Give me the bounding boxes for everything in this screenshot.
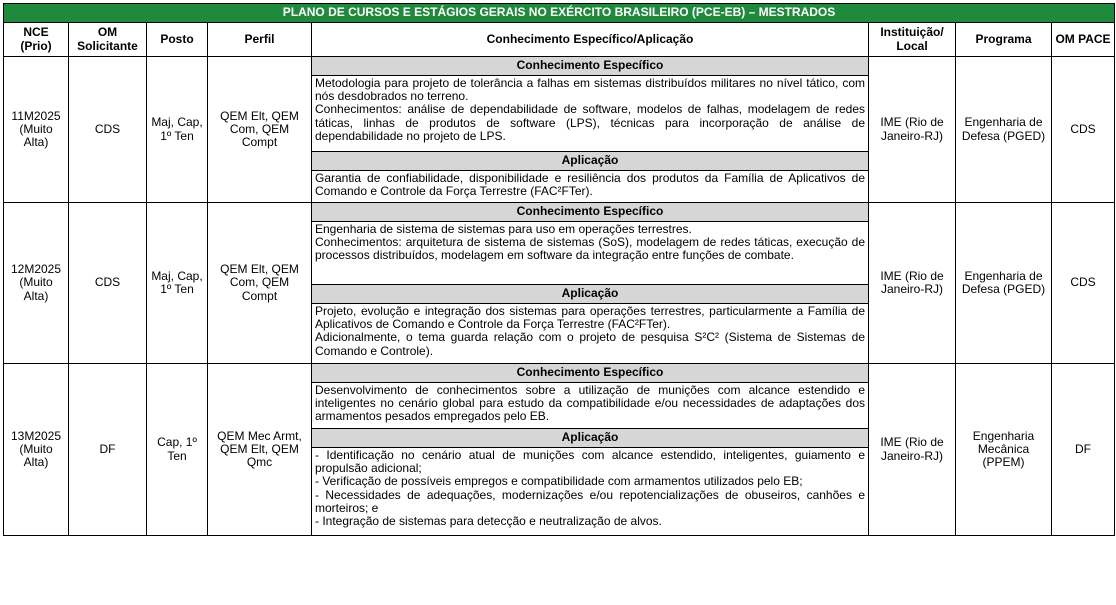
list-item: - Necessidades de adequações, modernizações e/ou repotencializações de obuseiros, canhões e morteiros; e [315, 487, 865, 515]
label-aplicacao: Aplicação [312, 152, 869, 171]
paragraph: Conhecimentos: análise de dependabilidade de software, modelos de falhas, modelagem de redes táticas, linhas de produtos de software (LPS), técnicas para incorporação de análise de dependabilidade no projeto de LPS. [315, 102, 865, 143]
cell-conhecimento-text [312, 383, 869, 429]
paragraph: Conhecimentos: arquitetura de sistema de sistemas (SoS), modelagem de redes táticas, execução de processos distribuídos, modelagem em software da integração entre funções de combate. [315, 235, 865, 263]
cell-nce: 12M2025 (Muito Alta) [4, 203, 69, 364]
cell-posto: Maj, Cap, 1º Ten [147, 203, 208, 364]
label-aplicacao: Aplicação [312, 429, 869, 448]
cell-om: CDS [69, 57, 147, 203]
cell-posto: Maj, Cap, 1º Ten [147, 57, 208, 203]
cell-om: DF [69, 364, 147, 536]
cell-om-pace: CDS [1052, 57, 1115, 203]
paragraph: Adicionalmente, o tema guarda relação com o projeto de pesquisa S²C² (Sistema de Sistemas de Comando e Controle). [315, 330, 865, 358]
cell-aplicacao-text [312, 448, 869, 536]
cell-instituicao: IME (Rio de Janeiro-RJ) [869, 57, 956, 203]
header-programa: Programa [956, 23, 1052, 57]
cell-aplicacao-text [312, 304, 869, 364]
cell-perfil: QEM Mec Armt, QEM Elt, QEM Qmc [208, 364, 312, 536]
paragraph: Engenharia de sistema de sistemas para uso em operações terrestres. [315, 222, 692, 236]
cell-programa: Engenharia Mecânica (PPEM) [956, 364, 1052, 536]
paragraph: Desenvolvimento de conhecimentos sobre a utilização de munições com alcance estendido e inteligentes no cenário global para estudo da compatibilidade e/ou necessidades de adaptações dos armamentos pesados empregados pelo EB. [315, 383, 865, 424]
cell-perfil: QEM Elt, QEM Com, QEM Compt [208, 57, 312, 203]
header-instituicao: Instituição/ Local [869, 23, 956, 57]
cell-conhecimento-text [312, 76, 869, 152]
cell-om: CDS [69, 203, 147, 364]
header-perfil: Perfil [208, 23, 312, 57]
cell-instituicao: IME (Rio de Janeiro-RJ) [869, 203, 956, 364]
header-om-pace: OM PACE [1052, 23, 1115, 57]
list-item: - Identificação no cenário atual de munições com alcance estendido, inteligentes, guiamento e propulsão adicional; [315, 448, 865, 476]
header-posto: Posto [147, 23, 208, 57]
paragraph: Garantia de confiabilidade, disponibilidade e resiliência dos produtos da Família de Aplicativos de Comando e Controle da Força Terrestre (FAC²FTer). [315, 171, 865, 199]
cell-conhecimento-text [312, 222, 869, 285]
label-conhecimento-especifico: Conhecimento Específico [312, 203, 869, 222]
cell-posto: Cap, 1º Ten [147, 364, 208, 536]
label-conhecimento-especifico: Conhecimento Específico [312, 364, 869, 383]
cell-nce: 11M2025 (Muito Alta) [4, 57, 69, 203]
courses-table [3, 3, 1115, 536]
cell-nce: 13M2025 (Muito Alta) [4, 364, 69, 536]
cell-aplicacao-text [312, 171, 869, 203]
cell-instituicao: IME (Rio de Janeiro-RJ) [869, 364, 956, 536]
cell-perfil: QEM Elt, QEM Com, QEM Compt [208, 203, 312, 364]
cell-om-pace: CDS [1052, 203, 1115, 364]
paragraph: Projeto, evolução e integração dos sistemas para operações terrestres, particularmente a Família de Aplicativos de Comando e Controle da Força Terrestre (FAC²FTer). [315, 304, 865, 332]
cell-om-pace: DF [1052, 364, 1115, 536]
table-title: PLANO DE CURSOS E ESTÁGIOS GERAIS NO EXÉRCITO BRASILEIRO (PCE-EB) – MESTRADOS [4, 4, 1115, 23]
label-conhecimento-especifico: Conhecimento Específico [312, 57, 869, 76]
header-nce: NCE (Prio) [4, 23, 69, 57]
header-conhecimento: Conhecimento Específico/Aplicação [312, 23, 869, 57]
paragraph: Metodologia para projeto de tolerância a falhas em sistemas distribuídos militares no nível tático, com nós desdobrados no terreno. [315, 76, 865, 104]
label-aplicacao: Aplicação [312, 285, 869, 304]
cell-programa: Engenharia de Defesa (PGED) [956, 57, 1052, 203]
list-item: - Integração de sistemas para detecção e neutralização de alvos. [315, 514, 662, 529]
header-om-solicitante: OM Solicitante [69, 23, 147, 57]
cell-programa: Engenharia de Defesa (PGED) [956, 203, 1052, 364]
list-item: - Verificação de possíveis empregos e compatibilidade com armamentos utilizados pelo EB; [315, 474, 803, 489]
